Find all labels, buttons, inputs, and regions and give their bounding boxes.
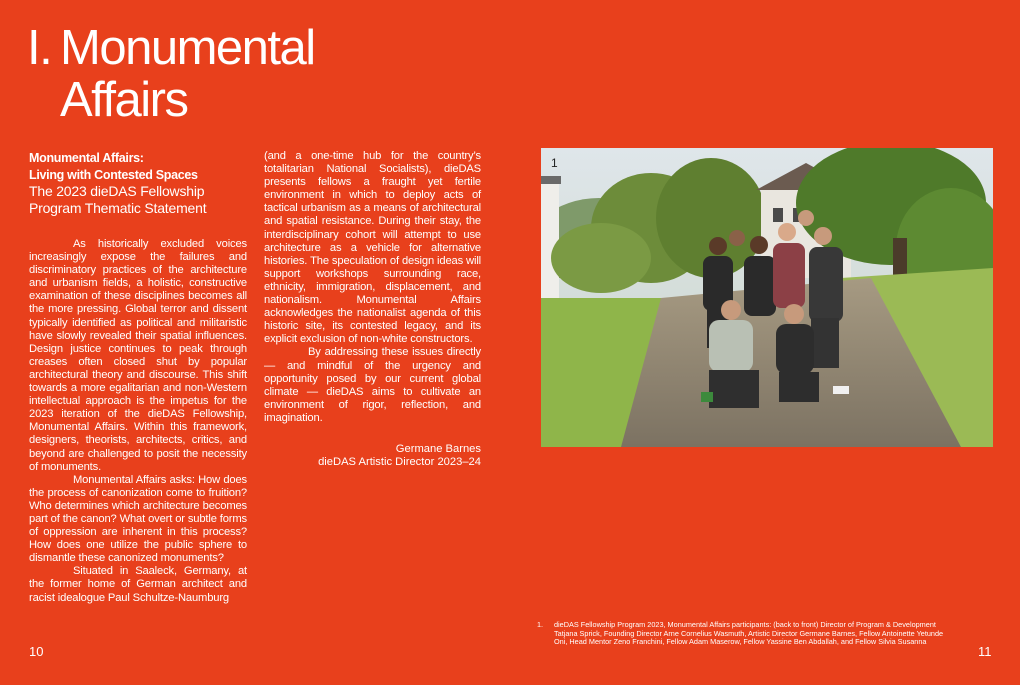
chapter-number: I. <box>27 21 52 75</box>
body-paragraph: Monumental Affairs asks: How does the process of canonization come to fruition? Who determines which architecture becomes part of the canon? What overt or subtle forms of oppression are inherent in this process? How does one utilize the public sphere to dismantle these canonized monuments? <box>29 473 247 565</box>
signature-role: dieDAS Artistic Director 2023–24 <box>318 456 481 469</box>
caption-text: dieDAS Fellowship Program 2023, Monumental Affairs participants: (back to front) Director of Program & Development Tatjana Sprick, Founding Director Arne Cornelius Wasmuth, Artistic Director Germane Barnes, Fellow Antoinette Yetunde Oni, Head Mentor Zeno Franchini, Fellow Adam Maserow, Fellow Yassine Ben Abdallah, and Fellow Silvia Susanna <box>554 620 944 647</box>
text-column-right <box>264 150 481 425</box>
text-column-left <box>29 150 247 605</box>
signature-name: Germane Barnes <box>395 443 481 455</box>
chapter-title <box>27 22 315 126</box>
subtitle-bold-line2: Living with Contested Spaces <box>29 167 198 182</box>
subtitle-regular-line2: Program Thematic Statement <box>29 199 207 216</box>
figure-caption <box>537 621 947 647</box>
group-photo <box>541 148 993 447</box>
subtitle-regular <box>29 183 247 216</box>
body-paragraph: As historically excluded voices increasingly expose the failures and discriminatory practices of the architecture and urbanism fields, a holistic, constructive examination of these disciplines becomes all the more pressing. Global terror and dissent typically identified as political and militaristic have slowly revealed their spatial influences. Design justice continues to peak through creases often closed shut by popular architectural theory and discourse. This shift towards a more egalitarian and non-Western intellectual approach is the impetus for the 2023 iteration of the dieDAS Fellowship, Monumental Affairs. Within this framework, designers, theorists, architects, critics, and beyond are challenged to posit the necessity of monuments. <box>29 238 247 473</box>
subtitle-bold <box>29 150 247 183</box>
page-number-right: 11 <box>978 644 992 659</box>
body-paragraph: (and a one-time hub for the country’s totalitarian National Socialists), dieDAS presents fellows a fraught yet fertile environment in which to deploy acts of tactical urbanism as a means of architectural and spatial resistance. During their stay, the interdisciplinary cohort will attempt to use architecture as a vehicle for alternative histories. The speculation of design ideas will support workshops surrounding race, ethnicity, immigration, displacement, and nationalism. Monumental Affairs acknowledges the nationalist agenda of this historic site, its contested legacy, and its explicit exclusion of non-white constructors. <box>264 150 481 346</box>
body-paragraph: Situated in Saaleck, Germany, at the former home of German architect and racist idealogue Paul Schultze-Naumburg <box>29 565 247 604</box>
caption-number: 1. <box>537 620 544 629</box>
chapter-title-line1: Monumental <box>60 21 315 75</box>
figure-number: 1 <box>551 156 558 170</box>
group-photo-illustration <box>541 148 993 447</box>
subtitle-bold-line1: Monumental Affairs: <box>29 151 144 165</box>
page-number-left: 10 <box>29 644 44 659</box>
subtitle-regular-line1: The 2023 dieDAS Fellowship <box>29 183 205 199</box>
body-paragraph: By addressing these issues directly — and mindful of the urgency and opportunity posed by our current global climate — dieDAS aims to cultivate an environment of rigor, reflection, and imagination. <box>264 346 481 424</box>
signature-block <box>264 443 481 470</box>
chapter-title-line2: Affairs <box>60 73 188 127</box>
